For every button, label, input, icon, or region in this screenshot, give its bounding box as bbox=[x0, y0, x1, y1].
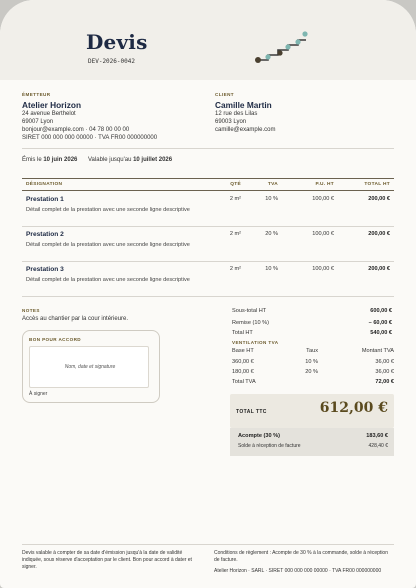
subtotal-value: 600,00 € bbox=[370, 308, 392, 314]
emitter-address2: 69007 Lyon bbox=[22, 119, 54, 125]
valid-until-date: Valable jusqu'au 10 juillet 2026 bbox=[88, 157, 173, 163]
balance-label: Solde à réception de facture bbox=[238, 443, 301, 449]
issued-date: Émis le 10 juin 2026 bbox=[22, 157, 78, 163]
row-name: Prestation 1 bbox=[26, 196, 64, 203]
deposit-value: 183,60 € bbox=[366, 433, 388, 439]
client-name: Camille Martin bbox=[215, 100, 272, 110]
row-description: Détail complet de la prestation avec une seconde ligne descriptive bbox=[26, 207, 190, 213]
deposit-label: Acompte (30 %) bbox=[238, 433, 280, 439]
vat-row-amount: 36,00 € bbox=[375, 359, 394, 365]
row-total: 200,00 € bbox=[368, 196, 390, 202]
discount-label: Remise (10 %) bbox=[232, 320, 269, 326]
client-label: CLIENT bbox=[215, 92, 234, 97]
header-band bbox=[0, 0, 416, 80]
row-total: 200,00 € bbox=[368, 231, 390, 237]
subtotal-label: Sous-total HT bbox=[232, 308, 267, 314]
col-unit-price: P.U. HT bbox=[315, 182, 334, 187]
row-total: 200,00 € bbox=[368, 266, 390, 272]
total-ttc-label: TOTAL TTC bbox=[236, 409, 267, 415]
emitter-ids: SIRET 000 000 000 00000 · TVA FR00 000000000 bbox=[22, 135, 158, 141]
signature-label: BON POUR ACCORD bbox=[29, 337, 82, 342]
client-email: camille@example.com bbox=[215, 127, 276, 133]
signature-box bbox=[22, 330, 160, 403]
signature-placeholder: Nom, date et signature bbox=[64, 364, 116, 370]
row-divider bbox=[22, 261, 394, 262]
vat-row-base: 360,00 € bbox=[232, 359, 254, 365]
total-ht-value: 540,00 € bbox=[370, 330, 392, 336]
vat-head-amount: Montant TVA bbox=[361, 348, 394, 354]
row-name: Prestation 3 bbox=[26, 266, 64, 273]
vat-head-base: Base HT bbox=[232, 348, 254, 354]
row-divider bbox=[22, 226, 394, 227]
row-tva: 10 % bbox=[265, 266, 278, 272]
client-address1: 12 rue des Lilas bbox=[215, 111, 258, 117]
row-unit-price: 100,00 € bbox=[312, 196, 334, 202]
emitter-name: Atelier Horizon bbox=[22, 100, 82, 110]
vat-row-base: 180,00 € bbox=[232, 369, 254, 375]
footer-conditions: Conditions de règlement : Acompte de 30 % à la commande, solde à réception de facture. bbox=[214, 550, 388, 563]
row-divider bbox=[22, 296, 394, 297]
row-qty: 2 m² bbox=[229, 231, 241, 237]
notes-text: Accès au chantier par la cour intérieure. bbox=[22, 316, 129, 322]
table-header-rule bbox=[22, 190, 394, 191]
emitter-label: ÉMETTEUR bbox=[22, 92, 51, 97]
total-ht-label: Total HT bbox=[232, 330, 253, 336]
row-tva: 10 % bbox=[265, 196, 278, 202]
row-qty: 2 m² bbox=[229, 266, 241, 272]
footer-divider bbox=[22, 544, 394, 545]
col-designation: DÉSIGNATION bbox=[26, 182, 63, 187]
col-total: TOTAL HT bbox=[364, 182, 390, 187]
document-number: DEV-2026-0042 bbox=[88, 58, 135, 65]
row-tva: 20 % bbox=[265, 231, 278, 237]
total-vat-label: Total TVA bbox=[232, 379, 256, 385]
vat-row-amount: 36,00 € bbox=[375, 369, 394, 375]
signature-caption: À signer bbox=[29, 391, 48, 397]
row-description: Détail complet de la prestation avec une seconde ligne descriptive bbox=[26, 242, 190, 248]
stairs-logo-icon bbox=[248, 28, 310, 64]
document-title: Devis bbox=[86, 30, 148, 54]
deposit-box bbox=[230, 428, 394, 456]
col-tva: TVA bbox=[267, 182, 278, 187]
vat-row-rate: 10 % bbox=[305, 359, 318, 365]
vat-head-rate: Taux bbox=[306, 348, 318, 354]
vat-row-rate: 20 % bbox=[305, 369, 318, 375]
row-qty: 2 m² bbox=[229, 196, 241, 202]
total-ttc-value: 612,00 € bbox=[319, 400, 388, 416]
emitter-address1: 24 avenue Berthelot bbox=[22, 111, 76, 117]
footer-validity: Devis valable à compter de sa date d'émission jusqu'à la date de validité indiquée, sous réserve d'acceptation par le client. Bon pour accord à dater et signer. bbox=[22, 550, 192, 570]
total-ttc-box bbox=[230, 394, 394, 428]
client-address2: 69003 Lyon bbox=[215, 119, 247, 125]
signature-area[interactable] bbox=[29, 346, 149, 388]
emitter-contact: bonjour@example.com · 04 78 00 00 00 bbox=[22, 127, 130, 133]
row-name: Prestation 2 bbox=[26, 231, 64, 238]
notes-label: NOTES bbox=[22, 308, 40, 313]
footer-legal: Atelier Horizon · SARL · SIRET 000 000 000 00000 · TVA FR00 000000000 bbox=[214, 568, 382, 574]
col-qty: QTÉ bbox=[230, 182, 241, 187]
row-unit-price: 100,00 € bbox=[312, 266, 334, 272]
balance-value: 428,40 € bbox=[368, 443, 388, 449]
table-top-rule bbox=[22, 178, 394, 179]
vat-breakdown-label: VENTILATION TVA bbox=[232, 340, 279, 345]
row-unit-price: 100,00 € bbox=[312, 231, 334, 237]
divider bbox=[22, 148, 394, 149]
total-vat-value: 72,00 € bbox=[375, 379, 394, 385]
discount-value: – 60,00 € bbox=[368, 320, 392, 326]
row-description: Détail complet de la prestation avec une seconde ligne descriptive bbox=[26, 277, 190, 283]
